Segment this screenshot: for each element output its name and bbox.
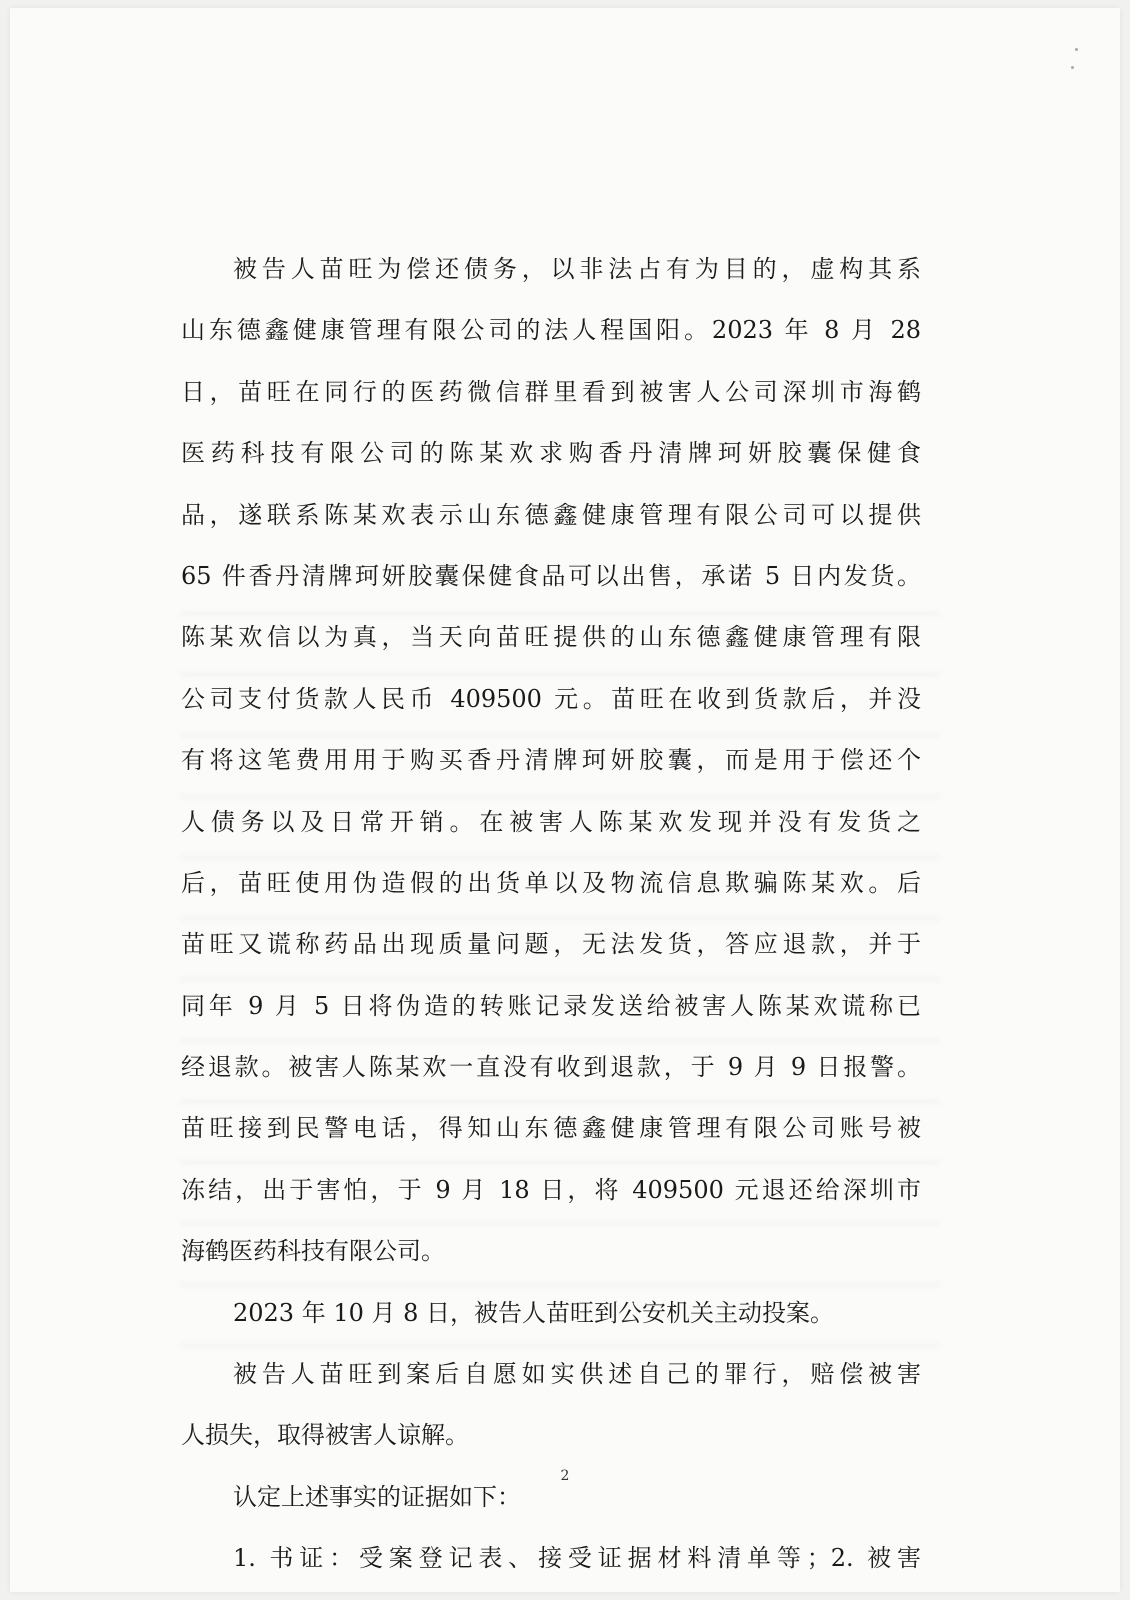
text-line: 医药科技有限公司的陈某欢求购香丹清牌珂妍胶囊保健食 [181,439,921,468]
text-line: 海鹤医药科技有限公司。 [181,1237,445,1266]
text-line: 冻结，出于害怕，于 9 月 18 日，将 409500 元退还给深圳市 [181,1175,921,1204]
text-line: 人债务以及日常开销。在被害人陈某欢发现并没有发货之 [181,807,921,836]
scan-speck [1075,48,1078,51]
paragraph-facts [181,239,921,1283]
paragraph-confession [181,1344,921,1467]
document-body [181,239,921,1590]
document-page [10,8,1120,1592]
text-line: 品，遂联系陈某欢表示山东德鑫健康管理有限公司可以提供 [181,500,921,529]
text-line: 公司支付货款人民币 409500 元。苗旺在收到货款后，并没 [181,684,921,713]
text-line: 被告人苗旺到案后自愿如实供述自己的罪行，赔偿被害 [233,1360,921,1389]
text-line: 山东德鑫健康管理有限公司的法人程国阳。2023 年 8 月 28 [181,316,921,345]
paragraph-evidence-list [181,1528,921,1589]
text-line: 2023 年 10 月 8 日，被告人苗旺到公安机关主动投案。 [233,1298,835,1327]
text-line: 65 件香丹清牌珂妍胶囊保健食品可以出售，承诺 5 日内发货。 [181,561,921,590]
text-line: 经退款。被害人陈某欢一直没有收到退款，于 9 月 9 日报警。 [181,1053,921,1082]
text-line: 同年 9 月 5 日将伪造的转账记录发送给被害人陈某欢谎称已 [181,991,921,1020]
text-line: 人损失，取得被害人谅解。 [181,1421,469,1450]
text-line: 陈某欢信以为真，当天向苗旺提供的山东德鑫健康管理有限 [181,623,921,652]
text-line: 后，苗旺使用伪造假的出货单以及物流信息欺骗陈某欢。后 [181,868,921,897]
text-line: 有将这笔费用用于购买香丹清牌珂妍胶囊，而是用于偿还个 [181,746,921,775]
scan-speck [1071,66,1074,69]
text-line: 认定上述事实的证据如下： [233,1482,521,1511]
text-line: 日，苗旺在同行的医药微信群里看到被害人公司深圳市海鹤 [181,377,921,406]
paragraph-surrender [181,1283,921,1344]
text-line: 1. 书证：受案登记表、接受证据材料清单等；2. 被害 [233,1544,921,1573]
text-line: 苗旺又谎称药品出现质量问题，无法发货，答应退款，并于 [181,930,921,959]
text-line: 苗旺接到民警电话，得知山东德鑫健康管理有限公司账号被 [181,1114,921,1143]
page-number: 2 [560,1468,570,1484]
text-line: 被告人苗旺为偿还债务，以非法占有为目的，虚构其系 [233,255,921,283]
